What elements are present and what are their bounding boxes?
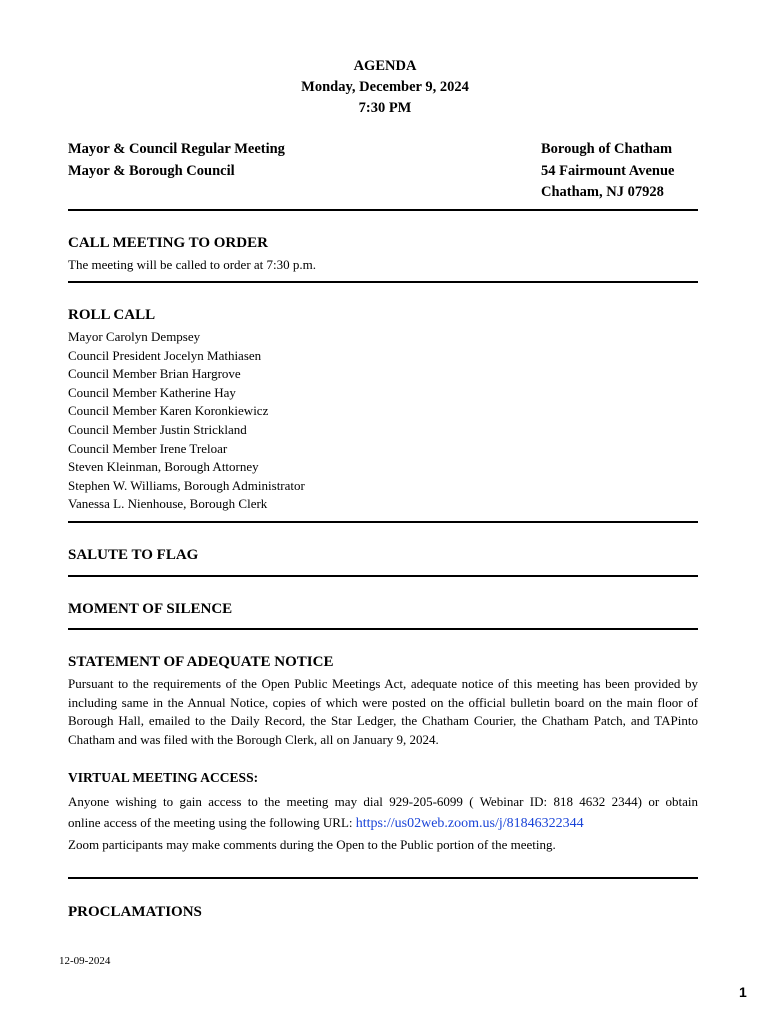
divider — [68, 877, 698, 879]
roll-call-member: Council Member Justin Strickland — [68, 421, 247, 437]
agenda-title: AGENDA — [353, 58, 417, 74]
roll-call-member: Council Member Karen Koronkiewicz — [68, 403, 269, 419]
virtual-paragraph — [68, 791, 698, 855]
meeting-date: Monday, December 9, 2024 — [301, 79, 469, 95]
meeting-name: Mayor & Council Regular Meeting — [68, 141, 285, 157]
footer-date: 12-09-2024 — [59, 955, 111, 967]
silence-heading: MOMENT OF SILENCE — [68, 601, 233, 617]
salute-heading: SALUTE TO FLAG — [68, 547, 199, 563]
notice-line: Chatham and was filed with the Borough Clerk, all on January 9, 2024. — [68, 731, 439, 747]
divider — [68, 521, 698, 523]
roll-call-heading: ROLL CALL — [68, 307, 156, 323]
call-to-order-heading: CALL MEETING TO ORDER — [68, 235, 268, 251]
virtual-line-prefix: online access of the meeting using the following URL: — [68, 815, 356, 830]
roll-call-member: Mayor Carolyn Dempsey — [68, 329, 201, 344]
roll-call-list — [68, 328, 305, 514]
divider — [68, 281, 698, 283]
virtual-line: Zoom participants may make comments during the Open to the Public portion of the meeting. — [68, 837, 556, 852]
page-number: 1 — [739, 984, 747, 1000]
address-street: 54 Fairmount Avenue — [541, 163, 675, 179]
call-to-order-text: The meeting will be called to order at 7:30 p.m. — [68, 257, 317, 272]
virtual-line: Anyone wishing to gain access to the meeting may dial 929-205-6099 ( Webinar ID: 818 4632 2344) or obtain — [68, 794, 698, 809]
roll-call-member: Vanessa L. Nienhouse, Borough Clerk — [68, 496, 268, 512]
notice-line: Borough Hall, emailed to the Daily Record, the Star Ledger, the Chatham Courier, the Chatham Patch, and TAPinto — [68, 713, 698, 729]
location-name: Borough of Chatham — [541, 141, 673, 157]
roll-call-member: Council Member Irene Treloar — [68, 440, 228, 456]
roll-call-member: Council President Jocelyn Mathiasen — [68, 347, 262, 363]
roll-call-member: Steven Kleinman, Borough Attorney — [68, 459, 259, 475]
divider — [68, 575, 698, 577]
divider — [68, 209, 698, 211]
meeting-time: 7:30 PM — [358, 100, 412, 116]
virtual-heading: VIRTUAL MEETING ACCESS: — [68, 770, 259, 785]
proclamations-heading: PROCLAMATIONS — [68, 904, 202, 920]
body-name: Mayor & Borough Council — [68, 163, 235, 179]
zoom-link[interactable]: https://us02web.zoom.us/j/81846322344 — [355, 816, 584, 831]
notice-line: including same in the Annual Notice, copies of which were posted on the official bulletin board on the main floor of — [68, 694, 698, 710]
roll-call-member: Stephen W. Williams, Borough Administrator — [68, 477, 305, 493]
address-city: Chatham, NJ 07928 — [541, 184, 664, 200]
notice-line: Pursuant to the requirements of the Open Public Meetings Act, adequate notice of this meeting has been provided by — [68, 676, 698, 691]
roll-call-member: Council Member Katherine Hay — [68, 384, 236, 400]
divider — [68, 628, 698, 630]
roll-call-member: Council Member Brian Hargrove — [68, 366, 241, 382]
notice-paragraph — [68, 675, 698, 749]
virtual-line — [68, 812, 698, 834]
notice-heading: STATEMENT OF ADEQUATE NOTICE — [68, 654, 334, 670]
